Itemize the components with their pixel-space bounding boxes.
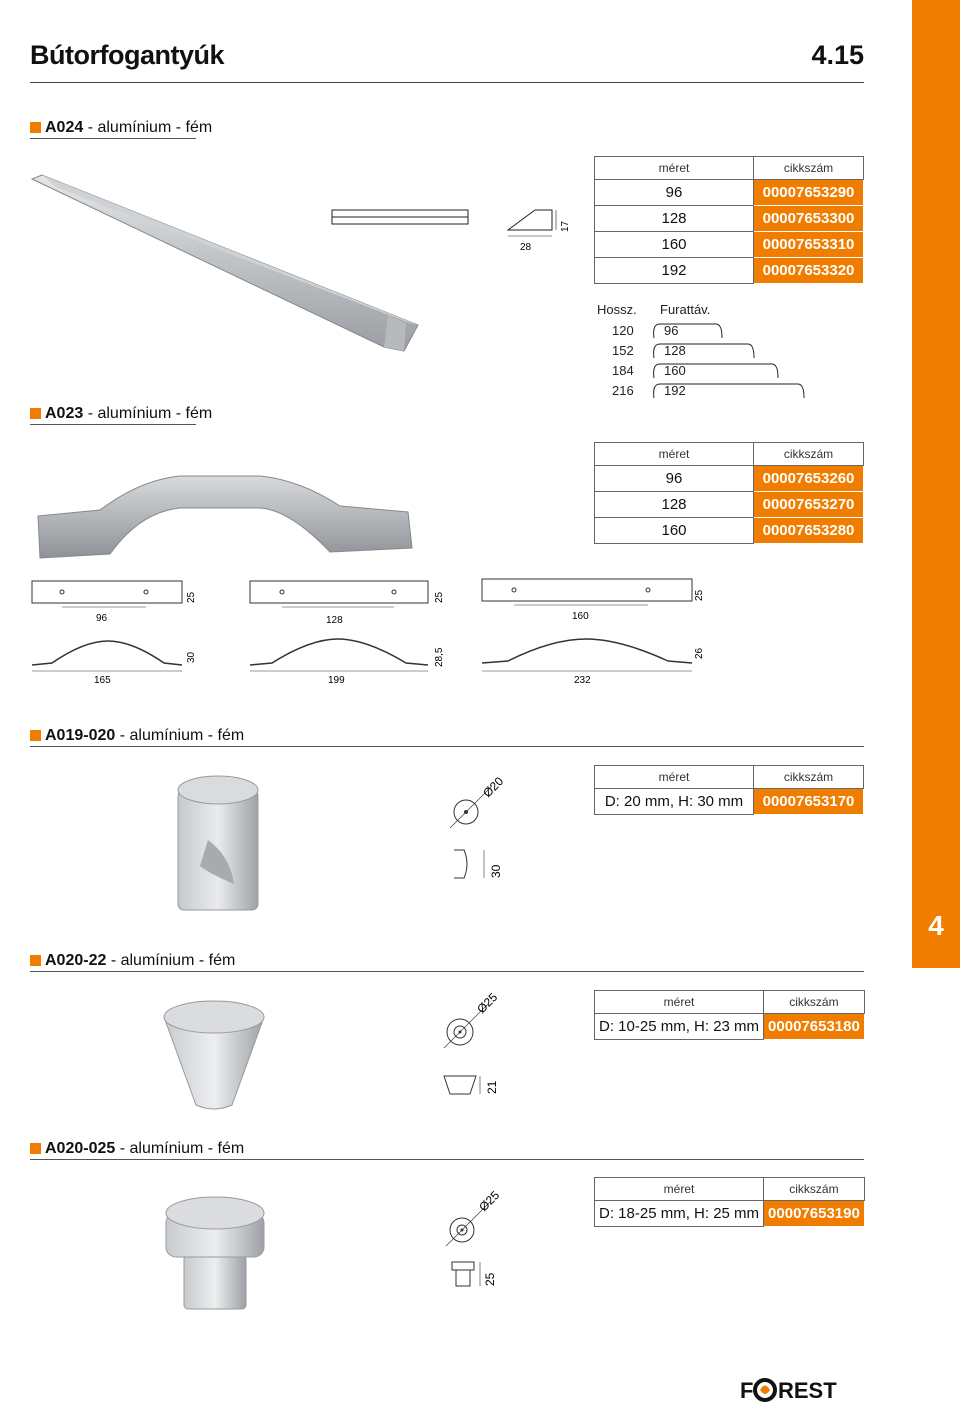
product-image-a020-025 bbox=[160, 1185, 270, 1315]
orange-square-icon bbox=[30, 730, 41, 741]
header-rule bbox=[30, 82, 864, 83]
dim-height: 30 bbox=[489, 864, 503, 878]
profile-drawing-a024 bbox=[330, 200, 580, 260]
table-row: 160 00007653280 bbox=[595, 518, 864, 544]
table-row: D: 18-25 mm, H: 25 mm 00007653190 bbox=[595, 1201, 865, 1227]
table-row: 160 00007653310 bbox=[595, 232, 864, 258]
section-heading-a020-025: A020-025 - alumínium - fém bbox=[30, 1140, 244, 1158]
dim-height: 25 bbox=[694, 589, 705, 601]
dim-height: 21 bbox=[485, 1080, 499, 1094]
product-image-a024 bbox=[28, 165, 428, 365]
dimension-drawing-a020-025 bbox=[440, 1178, 520, 1298]
table-row: 128 00007653270 bbox=[595, 492, 864, 518]
dim-diameter: Ø25 bbox=[474, 990, 501, 1017]
dim-height: 25 bbox=[434, 591, 445, 603]
product-image-a019 bbox=[170, 770, 270, 920]
forest-logo bbox=[738, 1376, 866, 1406]
section-rule bbox=[30, 1159, 864, 1160]
dimension-drawing-a020-22 bbox=[440, 990, 520, 1100]
section-heading-a023: A023 - alumínium - fém bbox=[30, 405, 212, 423]
dim-arch-height: 30 bbox=[186, 651, 197, 663]
section-rule bbox=[30, 971, 864, 972]
table-row: 96 00007653290 bbox=[595, 180, 864, 206]
orange-square-icon bbox=[30, 1143, 41, 1154]
section-rule bbox=[30, 138, 196, 139]
hole-length: 152 bbox=[612, 343, 634, 358]
price-table-a024: méret cikkszám 96 00007653290 128 00007653300 160 00007653310 192 00007653320 bbox=[594, 156, 864, 284]
hole-spacing: 192 bbox=[664, 383, 686, 398]
hole-spacing-brackets bbox=[648, 318, 818, 402]
price-table-a023: méret cikkszám 96 00007653260 128 00007653270 160 00007653280 bbox=[594, 442, 864, 544]
svg-text:F: F bbox=[740, 1378, 754, 1403]
dim-width: 28 bbox=[520, 242, 532, 253]
table-row: D: 20 mm, H: 30 mm 00007653170 bbox=[595, 789, 864, 815]
orange-square-icon bbox=[30, 408, 41, 419]
section-rule bbox=[30, 424, 196, 425]
dim-diameter: Ø25 bbox=[476, 1188, 503, 1215]
table-row: 128 00007653300 bbox=[595, 206, 864, 232]
section-heading-a024: A024 - alumínium - fém bbox=[30, 119, 212, 137]
dim-height: 17 bbox=[560, 220, 571, 232]
dim-hole: 128 bbox=[326, 615, 343, 626]
product-image-a020-22 bbox=[160, 995, 270, 1115]
section-rule bbox=[30, 746, 864, 747]
dim-hole: 96 bbox=[96, 613, 108, 624]
price-table-a019: méret cikkszám D: 20 mm, H: 30 mm 00007653170 bbox=[594, 765, 864, 815]
dimension-drawing-a019 bbox=[440, 770, 520, 890]
section-heading-a019: A019-020 - alumínium - fém bbox=[30, 727, 244, 745]
hole-spacing: 160 bbox=[664, 363, 686, 378]
chapter-tab-number: 4 bbox=[928, 910, 944, 941]
hole-length: 184 bbox=[612, 363, 634, 378]
dim-hole: 160 bbox=[572, 611, 589, 622]
dim-height: 25 bbox=[483, 1272, 497, 1286]
table-row: 96 00007653260 bbox=[595, 466, 864, 492]
section-heading-a020-22: A020-22 - alumínium - fém bbox=[30, 952, 235, 970]
dim-arch-height: 26 bbox=[694, 647, 705, 659]
orange-square-icon bbox=[30, 122, 41, 133]
hole-spacing: 128 bbox=[664, 343, 686, 358]
table-row: D: 10-25 mm, H: 23 mm 00007653180 bbox=[595, 1014, 865, 1040]
product-image-a023 bbox=[30, 460, 420, 570]
hole-length: 216 bbox=[612, 383, 634, 398]
page-number: 4.15 bbox=[811, 40, 864, 70]
price-table-a020-22: méret cikkszám D: 10-25 mm, H: 23 mm 00007653180 bbox=[594, 990, 865, 1040]
hole-table-col1: Hossz. bbox=[597, 302, 637, 317]
price-table-a020-025: méret cikkszám D: 18-25 mm, H: 25 mm 00007653190 bbox=[594, 1177, 865, 1227]
orange-square-icon bbox=[30, 955, 41, 966]
table-row: 192 00007653320 bbox=[595, 258, 864, 284]
technical-drawings-a023 bbox=[28, 575, 718, 690]
hole-table-col2: Furattáv. bbox=[660, 302, 711, 317]
hole-length: 120 bbox=[612, 323, 634, 338]
hole-spacing: 96 bbox=[664, 323, 679, 338]
dim-length: 232 bbox=[574, 675, 591, 686]
dim-arch-height: 28,5 bbox=[434, 647, 445, 667]
dim-diameter: Ø20 bbox=[480, 774, 507, 801]
dim-length: 199 bbox=[328, 675, 345, 686]
svg-text:REST: REST bbox=[778, 1378, 837, 1403]
chapter-tab bbox=[912, 0, 960, 968]
dim-length: 165 bbox=[94, 675, 111, 686]
page-title: Bútorfogantyúk bbox=[30, 40, 224, 70]
dim-height: 25 bbox=[186, 591, 197, 603]
